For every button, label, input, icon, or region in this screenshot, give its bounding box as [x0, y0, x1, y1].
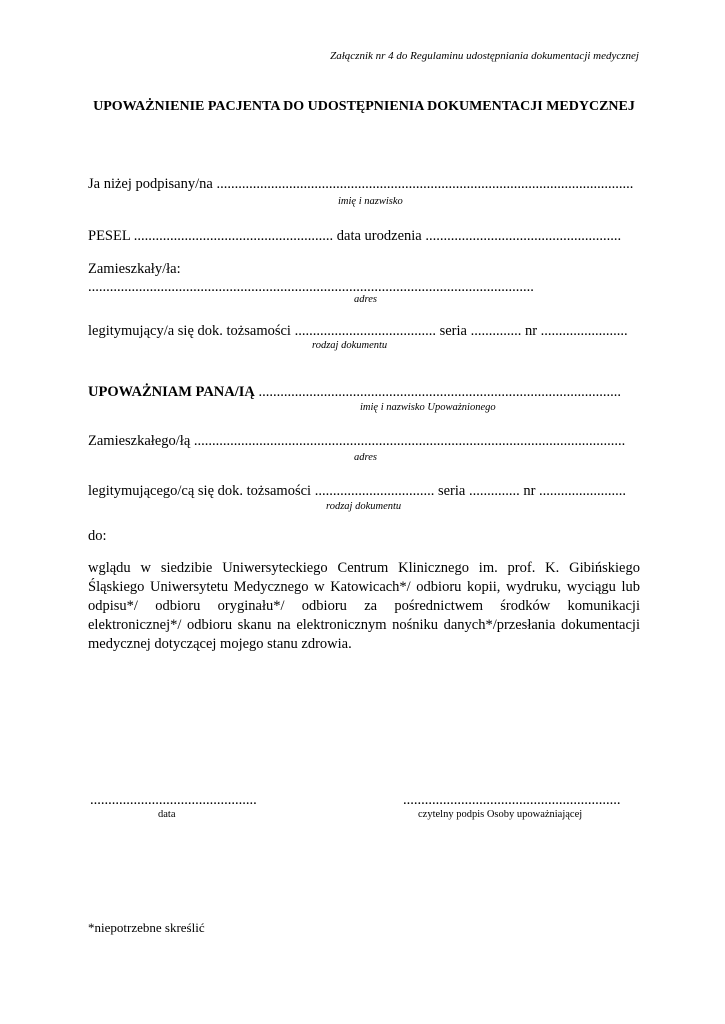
date-caption: data	[158, 809, 176, 820]
authorized-id-line: legitymującego/cą się dok. tożsamości ................................. seria .............. nr ........................	[88, 483, 627, 499]
patient-name-line: Ja niżej podpisany/na ...................................................................................................................	[88, 176, 634, 192]
authorized-id-caption: rodzaj dokumentu	[326, 501, 402, 512]
footnote: *niepotrzebne skreślić	[88, 920, 205, 935]
to-label: do:	[88, 528, 107, 544]
residence-label: Zamieszkały/ła:	[88, 261, 181, 277]
patient-name-caption: imię i nazwisko	[338, 196, 403, 207]
residence-line: ...........................................................................................................................	[88, 279, 534, 295]
authorized-residence-line: Zamieszkałego/łą .......................................................................................................................	[88, 433, 626, 449]
authorization-scope-paragraph: wglądu w siedzibie Uniwersyteckiego Centrum Klinicznego im. prof. K. Gibińskiego Śląskiego Uniwersytetu Medycznego w Katowicach*/ odbioru kopii, wydruku, wyciągu lub odpisu*/ odbioru oryginału*/ odbioru za pośrednictwem środków komunikacji elektronicznej*/ odbioru skanu na elektronicznym nośniku danych*/przesłania dokumentacji medycznej dotyczącej mojego stanu zdrowia.	[88, 560, 640, 652]
signature-dots: ............................................................	[403, 792, 621, 808]
authorized-residence-caption: adres	[354, 452, 377, 463]
authorized-name-caption: imię i nazwisko Upoważnionego	[360, 402, 496, 413]
authorized-name-dots: ....................................................................................................	[254, 384, 622, 400]
patient-id-line: legitymujący/a się dok. tożsamości ....................................... seria .............. nr ........................	[88, 323, 628, 339]
residence-caption: adres	[354, 294, 377, 305]
authorized-label: UPOWAŻNIAM PANA/IĄ	[88, 384, 255, 400]
pesel-birthdate-line: PESEL ....................................................... data urodzenia ......................................................	[88, 228, 622, 244]
date-dots: ..............................................	[90, 792, 257, 808]
signature-caption: czytelny podpis Osoby upoważniającej	[418, 809, 583, 820]
document-title: UPOWAŻNIENIE PACJENTA DO UDOSTĘPNIENIA DOKUMENTACJI MEDYCZNEJ	[93, 99, 635, 114]
patient-id-caption: rodzaj dokumentu	[312, 340, 388, 351]
attachment-note: Załącznik nr 4 do Regulaminu udostępniania dokumentacji medycznej	[330, 50, 639, 62]
authorized-person-line	[88, 384, 621, 401]
